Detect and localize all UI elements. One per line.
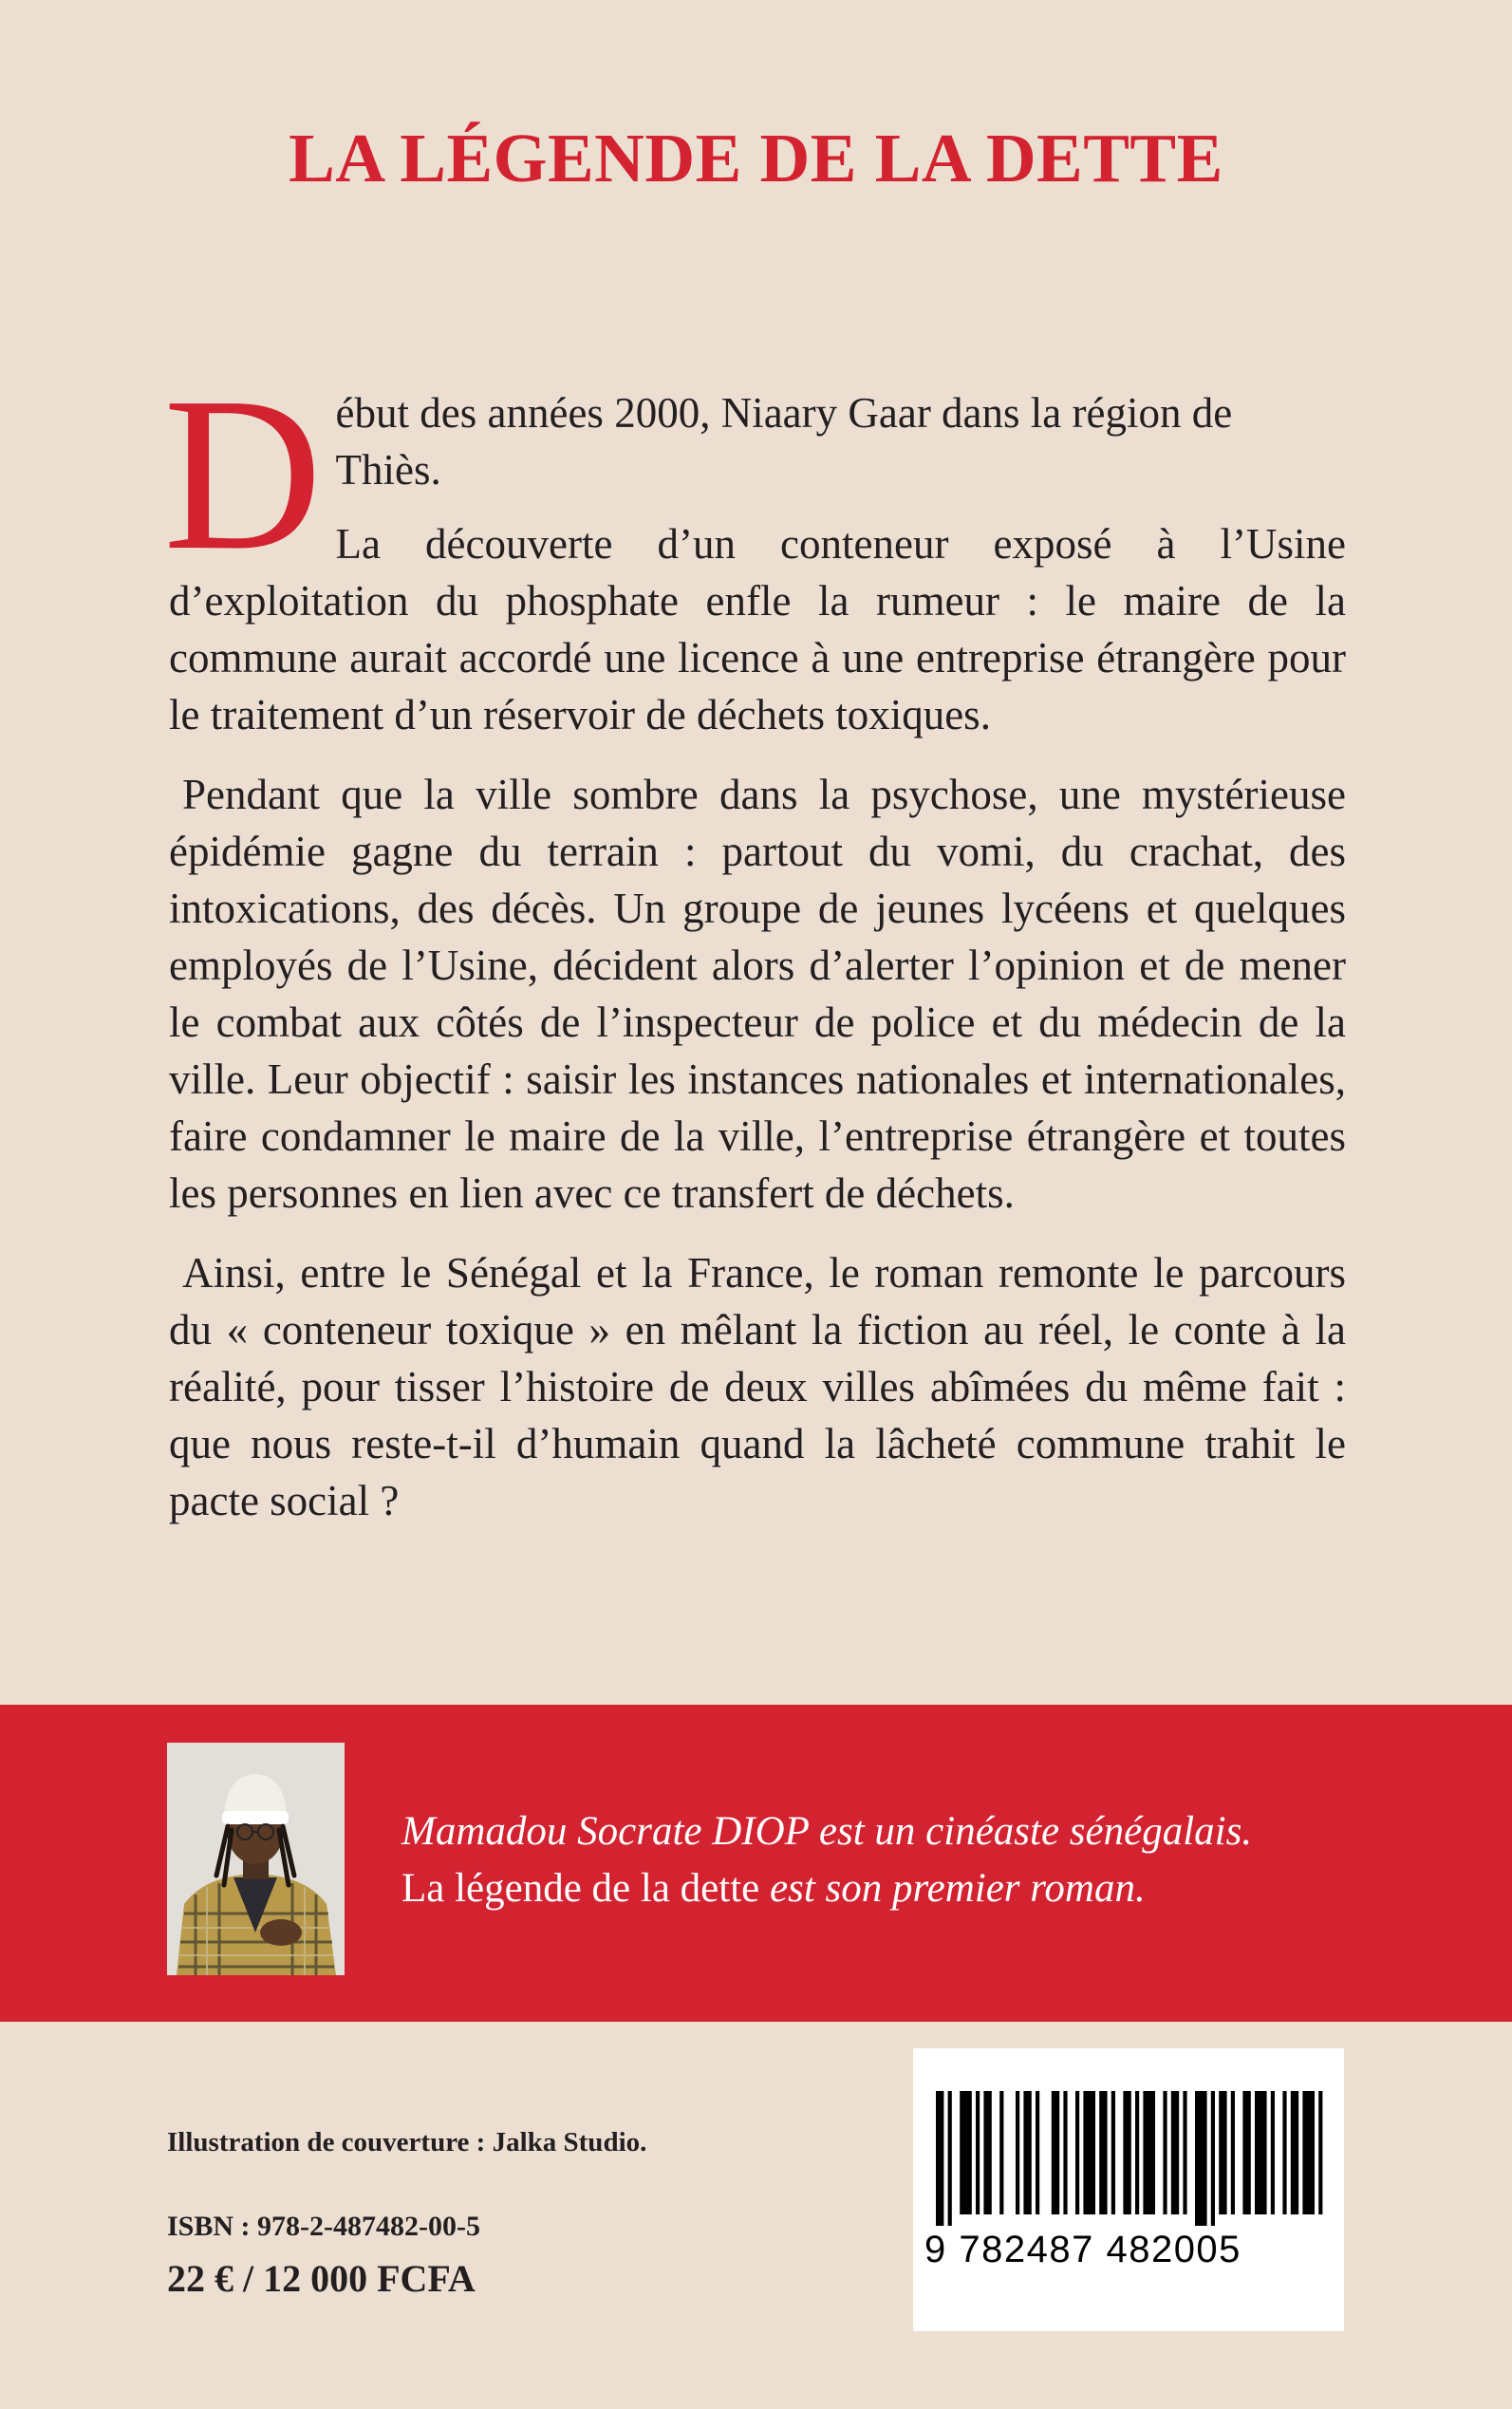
- blurb-p1-line2: Thiès.: [335, 446, 441, 494]
- barcode-bar: [1195, 2091, 1207, 2226]
- blurb-paragraph-4: Ainsi, entre le Sénégal et la France, le roman remonte le parcours du « conteneur toxique » en mêlant la fiction au réel, le conte à la réalité, pour tisser l’histoire de deux villes abîmées du même fait : que nous reste-t-il d’humain quand la lâcheté commune trahit le pacte social ?: [169, 1249, 1346, 1524]
- barcode-bar: [1219, 2091, 1226, 2214]
- barcode-bar: [936, 2091, 943, 2226]
- barcode-bar: [1242, 2091, 1250, 2214]
- barcode-bar: [948, 2091, 952, 2226]
- barcode-bar: [1135, 2091, 1139, 2214]
- bio-book-title: La légende de la dette: [401, 1866, 760, 1911]
- blurb-paragraph-2: [169, 515, 1346, 743]
- barcode-bar: [1211, 2091, 1215, 2226]
- barcode-bar: [1052, 2091, 1059, 2214]
- blurb-paragraph-3: Pendant que la ville sombre dans la psychose, une mystérieuse épidémie gagne du terrain : partout du vomi, du crachat, des intoxications, des décès. Un groupe de jeunes lycéens et quelques employés de l’Usine, décident alors d’alerter l’opinion et de mener le combat aux côtés de l’inspecteur de police et du médecin de la ville. Leur objectif : saisir les instances nationales et internationales, faire condamner le maire de la ville, l’entreprise étrangère et toutes les personnes en lien avec ce transfert de déchets.: [169, 771, 1346, 1217]
- blurb-p1-line1: ébut des années 2000, Niaary Gaar dans la région de: [335, 389, 1233, 437]
- price: 22 € / 12 000 FCFA: [167, 2257, 476, 2300]
- barcode-bar: [1318, 2091, 1322, 2214]
- blurb-p2-rest: d’exploitation du phosphate enfle la rumeur : le maire de la commune aurait accordé une licence à une entreprise étrangère pour le traitement d’un réservoir de déchets toxiques.: [169, 577, 1346, 738]
- bio-line-1: Mamadou Socrate DIOP est un cinéaste sénégalais.: [401, 1809, 1253, 1854]
- barcode-bar: [1016, 2091, 1019, 2214]
- barcode-bar: [1183, 2091, 1186, 2214]
- blurb-p2-start: La découverte d’un conteneur exposé à l’Usine: [335, 520, 1346, 568]
- author-photo: [167, 1743, 345, 1975]
- bio-line-2: [401, 1860, 1398, 1917]
- drop-cap-letter: D: [163, 352, 323, 596]
- barcode-bar: [1123, 2091, 1130, 2214]
- barcode: [913, 2048, 1344, 2331]
- back-cover-blurb: [163, 352, 1346, 1552]
- barcode-bar: [1036, 2091, 1039, 2214]
- barcode-bar: [960, 2091, 972, 2214]
- barcode-bar: [1083, 2091, 1095, 2214]
- barcode-digits: 9 782487 482005: [924, 2229, 1241, 2270]
- author-portrait-image: [167, 1743, 345, 1975]
- barcode-bar: [999, 2091, 1003, 2214]
- book-title: LA LÉGENDE DE LA DETTE: [289, 120, 1223, 196]
- barcode-bar: [1111, 2091, 1115, 2214]
- barcode-bar: [983, 2091, 991, 2214]
- barcode-bar: [1255, 2091, 1267, 2214]
- isbn: ISBN : 978-2-487482-00-5: [167, 2211, 480, 2242]
- barcode-bar: [1063, 2091, 1067, 2214]
- cover-illustration-credit: Illustration de couverture : Jalka Studio.: [167, 2127, 647, 2157]
- bio-line-2-rest: est son premier roman.: [759, 1866, 1146, 1911]
- author-bio: [401, 1803, 1398, 1917]
- barcode-bar: [1171, 2091, 1179, 2214]
- barcode-bar: [1291, 2091, 1298, 2214]
- barcode-bar: [1163, 2091, 1167, 2214]
- barcode-bar: [1231, 2091, 1235, 2214]
- barcode-bar: [976, 2091, 980, 2214]
- barcode-bar: [1023, 2091, 1031, 2214]
- barcode-bars: [915, 2091, 1342, 2226]
- barcode-bar: [1099, 2091, 1107, 2214]
- barcode-bar: [1282, 2091, 1286, 2214]
- barcode-bar: [1075, 2091, 1079, 2214]
- barcode-bar: [1302, 2091, 1315, 2214]
- barcode-bar: [1143, 2091, 1155, 2214]
- barcode-bar: [1271, 2091, 1275, 2214]
